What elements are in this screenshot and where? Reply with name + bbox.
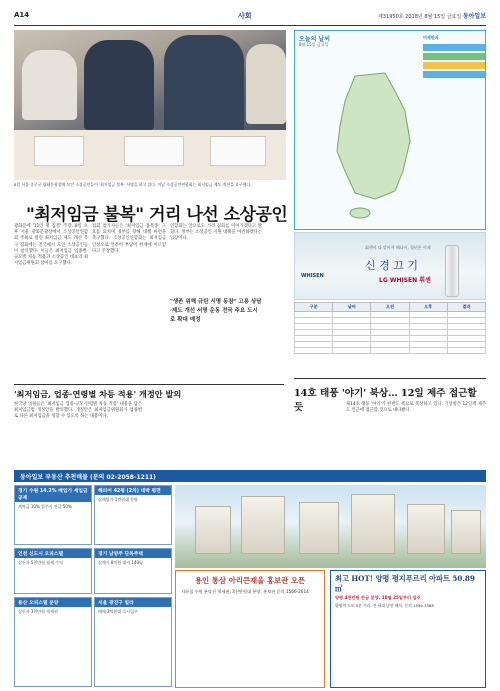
typhoon-article: 제14호 태풍 '야기'가 한반도 쪽으로 북상하고 있다. 기상청은 12일께 제주도 인근에 접근할 것으로 내다봤다. bbox=[346, 402, 486, 414]
typhoon-headline: 14호 태풍 '야기' 북상… 12일 제주 접근할 듯 bbox=[294, 378, 486, 413]
info-table bbox=[294, 302, 486, 377]
table-header: 오전 bbox=[371, 303, 409, 312]
realty-ad[interactable] bbox=[94, 485, 172, 545]
realty-ad-title: 용산 오피스텔 분양 bbox=[15, 598, 91, 607]
aircon-image bbox=[445, 245, 459, 297]
weather-title: 오늘의 날씨 bbox=[299, 36, 331, 43]
realty-ad-title: 해피어 42평 (2차) 대박 평면 bbox=[95, 486, 171, 495]
photo-caption: 8일 서울 종로구 광화문광장에 모인 소상공인들이 '최저임금 불복' 서명을 하고 있다. 이날 소상공인연합회는 최저임금 제도 개선을 요구했다. bbox=[14, 182, 252, 187]
apartment-building bbox=[407, 504, 445, 554]
realty-ad[interactable] bbox=[94, 597, 172, 687]
apartment-building bbox=[195, 506, 231, 554]
realty-ad-title: 경기 남양주 단독주택 bbox=[95, 549, 171, 558]
realty-ad-title: 인천 신도시 오피스텔 bbox=[15, 549, 91, 558]
yongin-title: 용인 통삼 아리큰재울 홍보관 오픈 bbox=[194, 576, 306, 585]
paper-name: 동아일보 bbox=[462, 13, 486, 20]
table-header: 날씨 bbox=[333, 303, 371, 312]
realty-ad-body: 매매 2억원대 즉시입주 bbox=[98, 609, 138, 614]
ad-brand: WHISEN bbox=[301, 273, 324, 279]
weather-bar bbox=[423, 53, 485, 60]
article-column-1: 광화문에 '11만 명 집결' 주장. 8일 오후 서울 광화문광장에서 소상공인연합회 주최로 열린 최저임금 제도 개선 촉구 집회에는 전국에서 모인 소상공인들이 참석했다. 이들은 최저임금 업종별·규모별 차등 적용과 소상공인 대표의 최저임금위원회 참여를 요구했다. bbox=[14, 224, 88, 267]
sub-headline: '최저임금, 업종·연령별 차등 적용' 개정안 발의 bbox=[14, 384, 284, 400]
yangpyeong-ad[interactable] bbox=[330, 570, 486, 688]
table-header: 오후 bbox=[409, 303, 447, 312]
weather-side-title: 미세먼지 bbox=[423, 35, 439, 40]
lg-whisen-ad[interactable] bbox=[294, 232, 486, 300]
realty-ad-title: 서울 광진구 빌라 bbox=[95, 598, 171, 607]
realty-ad[interactable] bbox=[14, 548, 92, 594]
pull-quote: "생존 위해 규탄 서명 동참" 고용 상담·제도 개선 서명 운동 전국 주요 도시로 확대 예정 bbox=[170, 299, 262, 323]
weather-bar bbox=[423, 62, 485, 69]
realty-ad[interactable] bbox=[94, 548, 172, 594]
yongin-ad[interactable] bbox=[175, 570, 325, 688]
realty-ad-title: 경기 수원 14.2% 매입가 세입금 공제 bbox=[15, 486, 91, 502]
realty-ad-body: 실투자 3천만원 역세권 bbox=[18, 609, 58, 614]
apartment-building bbox=[299, 502, 339, 554]
ad-logo: LG WHISEN 휘센 bbox=[379, 277, 431, 284]
photo-person bbox=[84, 40, 154, 130]
photo-paper bbox=[210, 136, 266, 166]
weather-side-panel bbox=[423, 35, 485, 80]
apartment-building bbox=[241, 496, 285, 554]
weather-bar bbox=[423, 44, 485, 51]
issue-date: 제31950호 2018년 8월 15일 금요일 bbox=[378, 14, 462, 20]
main-photo bbox=[14, 30, 286, 180]
hot-title: 최고 HOT! 양평 평지푸르리 아파트 50.89㎡ bbox=[335, 574, 475, 593]
photo-paper bbox=[34, 136, 84, 166]
section-title: 사회 bbox=[238, 12, 252, 20]
realty-ad-body: 실투자 5천만원 월세 수익 bbox=[18, 560, 63, 565]
table-header: 구분 bbox=[295, 303, 333, 312]
korea-map bbox=[315, 71, 425, 221]
hot-body: 양평역 도보 5분 거리, 전 세대 남향 배치. 문의 1599-3368 bbox=[335, 603, 434, 608]
realty-ad[interactable] bbox=[14, 597, 92, 687]
realty-ad-body: 실매입가 1억원대 분양 bbox=[98, 497, 138, 502]
photo-person bbox=[164, 35, 244, 135]
sub-article-column-1: 한국당 의원들은 '최저임금 업종·규모·연령별 차등 적용' 내용을 담은 최저임금법 개정안을 발의했다. 개정안은 최저임금위원회가 업종별로 다른 최저임금을 정할 수 있도록 하는 내용이다. bbox=[14, 402, 142, 420]
main-headline: "최저임금 불복" 거리 나선 소상공인 bbox=[26, 205, 288, 225]
photo-person bbox=[246, 44, 286, 124]
apartment-building bbox=[351, 494, 395, 554]
realty-bar: 동아일보 부동산 추천매물 (문의 02-2058-1211) bbox=[14, 470, 486, 482]
page-number: A14 bbox=[14, 11, 30, 19]
photo-person bbox=[22, 50, 77, 120]
weather-date: 8월 15일 금요일 bbox=[299, 42, 329, 47]
photo-paper bbox=[124, 136, 184, 166]
apartment-building bbox=[451, 510, 481, 554]
weather-bar bbox=[423, 71, 485, 78]
yongin-body: 지하철 수원 분당선 역세권, 3천만원대 분양. 홍보관 문의 1566-2614 bbox=[181, 589, 309, 594]
weather-box bbox=[294, 30, 486, 230]
ad-title: 신 경 끄 기 bbox=[365, 259, 418, 272]
article-column-3: 연합회는 앞으로도 거리 집회를 이어가겠다고 밝혔다. 정부는 소상공인 지원 대책을 마련하겠다는 입장이다. bbox=[170, 224, 262, 242]
page-header bbox=[14, 8, 486, 26]
table-header: 결과 bbox=[447, 303, 485, 312]
ad-subtitle: 휘센이 다 알아서 해나서, 청년은 이제 bbox=[365, 245, 431, 250]
realty-ad-body: 실매가 8억원 대지 140평 bbox=[98, 560, 143, 565]
realty-ad-body: 계약금 10% 입주시 잔금 50% bbox=[18, 504, 72, 509]
article-column-2: 집회 참가자들은 '최저임금 불복종' 구호를 외치며 정부를 향해 대책 마련을 촉구했다. 소상공인연합회는 최저임금 인상으로 인건비 부담이 한계에 이르렀다고 주장했다. bbox=[92, 224, 166, 254]
hot-subtitle: 양평 4천만원 잔금 분양, 10월 25일부터 입주 bbox=[335, 595, 421, 600]
apartment-image bbox=[175, 485, 486, 568]
realty-ad[interactable] bbox=[14, 485, 92, 545]
issue-line bbox=[378, 11, 486, 20]
